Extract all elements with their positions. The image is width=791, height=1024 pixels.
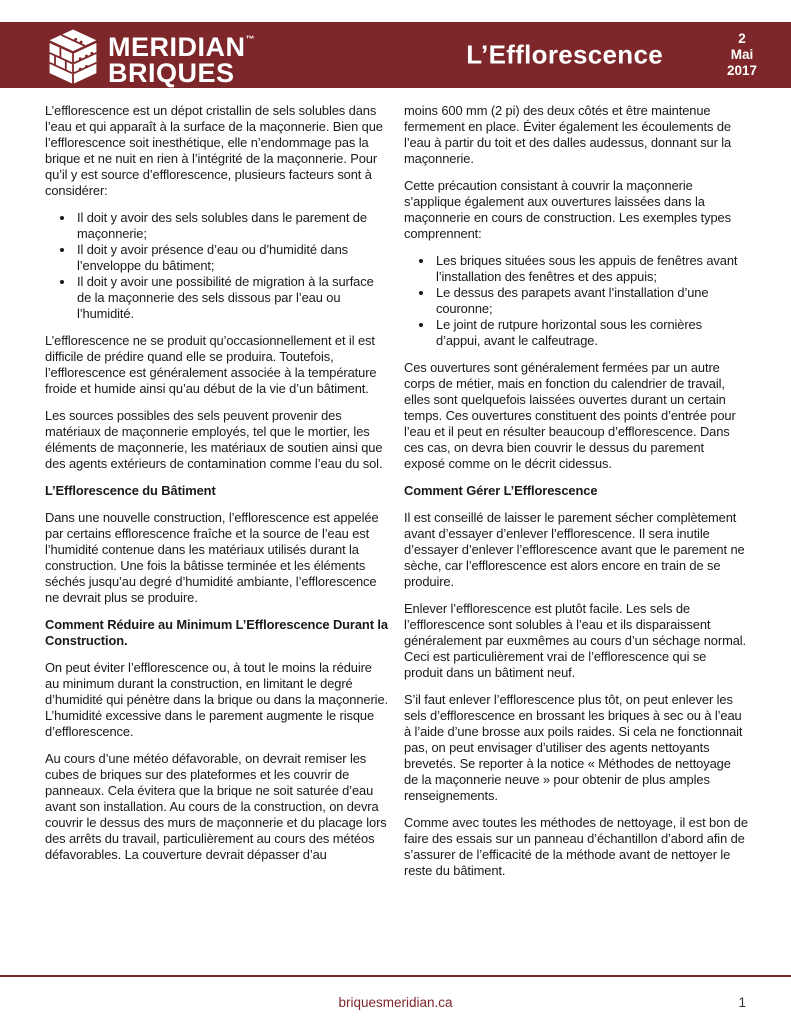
paragraph: On peut éviter l’efflorescence ou, à tout le moins la réduire au minimum durant la construction, en limitant le degré d’humidité qui pénètre dans la brique ou dans la maçonnerie. L’humidité excessive dans le parement augmente le risque d’efflorescence. [45,660,388,739]
page-title: L’Efflorescence [466,39,663,70]
bullet-item: • Le dessus des parapets avant l’installation d’une couronne; [434,285,748,317]
paragraph: S’il faut enlever l’efflorescence plus tôt, on peut enlever les sels d’efflorescence en brossant les briques à sec ou à l’eau à l’aide d’une brosse aux poils raides. Si cela ne fonctionnait pas, on peut envisager d’utiliser des agents nettoyants brevetés. Se reporter à la notice « Méthodes de nettoyage de la maçonnerie neuve » pour obtenir de plus amples renseignements. [404,692,743,803]
paragraph: Cette précaution consistant à couvrir la maçonnerie s’applique également aux ouvertures laissées dans la maçonnerie en cours de construction. Les exemples types comprennent: [404,178,731,241]
section-heading: Comment Gérer L’Efflorescence [404,483,598,498]
footer-divider [0,975,791,977]
date-day: 2 [738,31,746,46]
paragraph: Enlever l’efflorescence est plutôt facile. Les sels de l’efflorescence sont solubles à l’eau et ils disparaissent généralement par euxmêmes au cours d’un séchage normal. Ceci est particulièrement vrai de l’efflorescence qui se produit dans un bâtiment neuf. [404,601,747,680]
footer-website: briquesmeridian.ca [338,995,453,1010]
paragraph: Dans une nouvelle construction, l’efflorescence est appelée par certains efflorescence fraîche et la source de l’eau est l’humidité contenue dans les matériaux utilisés durant la construction. Une fois la bâtisse terminée et les éléments séchés jusqu’au degré d’humidité ambiante, l’efflorescence ne devrait plus se produire. [45,510,379,605]
paragraph: Les sources possibles des sels peuvent provenir des matériaux de maçonnerie employés, tel que le mortier, les éléments de maçonnerie, les matériaux de soutien ainsi que des agents extérieurs de contamination comme l’eau du sol. [45,408,383,471]
header-bar [0,22,791,88]
left-column [45,103,389,971]
brand-text [108,26,255,86]
page-number: 1 [738,995,746,1010]
paragraph: L’efflorescence ne se produit qu’occasionnellement et il est difficile de prédire quand elle se produira. Toutefois, l’efflorescence est généralement associée à la température froide et humide ainsi qu’au début de la vie d’un bâtiment. [45,333,377,396]
brand-name: MERIDIAN [108,32,246,62]
section-heading: Comment Réduire au Minimum L’Efflorescence Durant la Construction. [45,617,388,648]
document-body [45,103,748,971]
bullet-item: • Les briques situées sous les appuis de fenêtres avant l’installation des fenêtres et des appuis; [434,253,748,285]
brand-logo [46,26,255,86]
right-column [404,103,748,971]
section-heading: L’Efflorescence du Bâtiment [45,483,216,498]
paragraph: L’efflorescence est un dépot cristallin de sels solubles dans l’eau et qui apparaît à la surface de la maçonnerie. Bien que l’efflorescence soit inesthétique, elle n’endommage pas la brique et ne nuit en rien à l’intégrité de la maçonnerie. Pour qu’il y est source d’efflorescence, plusieurs facteurs sont à considérer: [45,103,383,198]
bullet-item: • Le joint de rutpure horizontal sous les cornières d’appui, avant le calfeutrage. [434,317,748,349]
date-month: Mai [730,47,754,62]
paragraph: Ces ouvertures sont généralement fermées par un autre corps de métier, mais en fonction du calendrier de travail, elles sont quelquefois laissées ouvertes durant un certain temps. Ces ouvertures constituent des points d’entrée pour l’eau et il peut en résulter beaucoup d’efflorescence. Dans ces cas, on devra bien couvrir le dessus du parement exposé comme on le décrit cidessus. [404,360,736,471]
bricks-logo-icon [46,28,100,85]
date-year: 2017 [726,63,758,78]
paragraph: moins 600 mm (2 pi) des deux côtés et être maintenue fermement en place. Éviter également les écoulements de l’eau à partir du toit et des dalles audessus, donnant sur la maçonnerie. [404,103,732,166]
paragraph: Au cours d’une météo défavorable, on devrait remiser les cubes de briques sur des plateformes et les couvrir de panneaux. Cela évitera que la brique ne soit saturée d’eau avant son installation. Au cours de la construction, on devra couvrir le dessus des murs de maçonnerie et du placage lors des arrêts du travail, particulièrement au cours des météos défavorables. La couverture devrait dépasser d’au [45,751,387,862]
bullet-list [45,210,389,322]
date-block [717,31,767,79]
footer [0,995,791,1015]
bullet-item: • Il doit y avoir des sels solubles dans le parement de maçonnerie; [75,210,389,242]
brand-subname: BRIQUES [108,58,235,88]
paragraph: Il est conseillé de laisser le parement sécher complètement avant d’essayer d’enlever l’efflorescence. Il sera inutile d’essayer d’enlever l’efflorescence avant que le parement ne sèche, car l’efflorescence est alors encore en train de se produire. [404,510,745,589]
bullet-item: • Il doit y avoir présence d’eau ou d’humidité dans l’enveloppe du bâtiment; [75,242,389,274]
bullet-list [404,253,748,349]
trademark-symbol: ™ [245,34,255,44]
bullet-item: • Il doit y avoir une possibilité de migration à la surface de la maçonnerie des sels dissous par l’eau ou l’humidité. [75,274,389,322]
paragraph: Comme avec toutes les méthodes de nettoyage, il est bon de faire des essais sur un panneau d’échantillon d’abord afin de s’assurer de l’efficacité de la méthode avant de nettoyer le reste du bâtiment. [404,815,748,878]
